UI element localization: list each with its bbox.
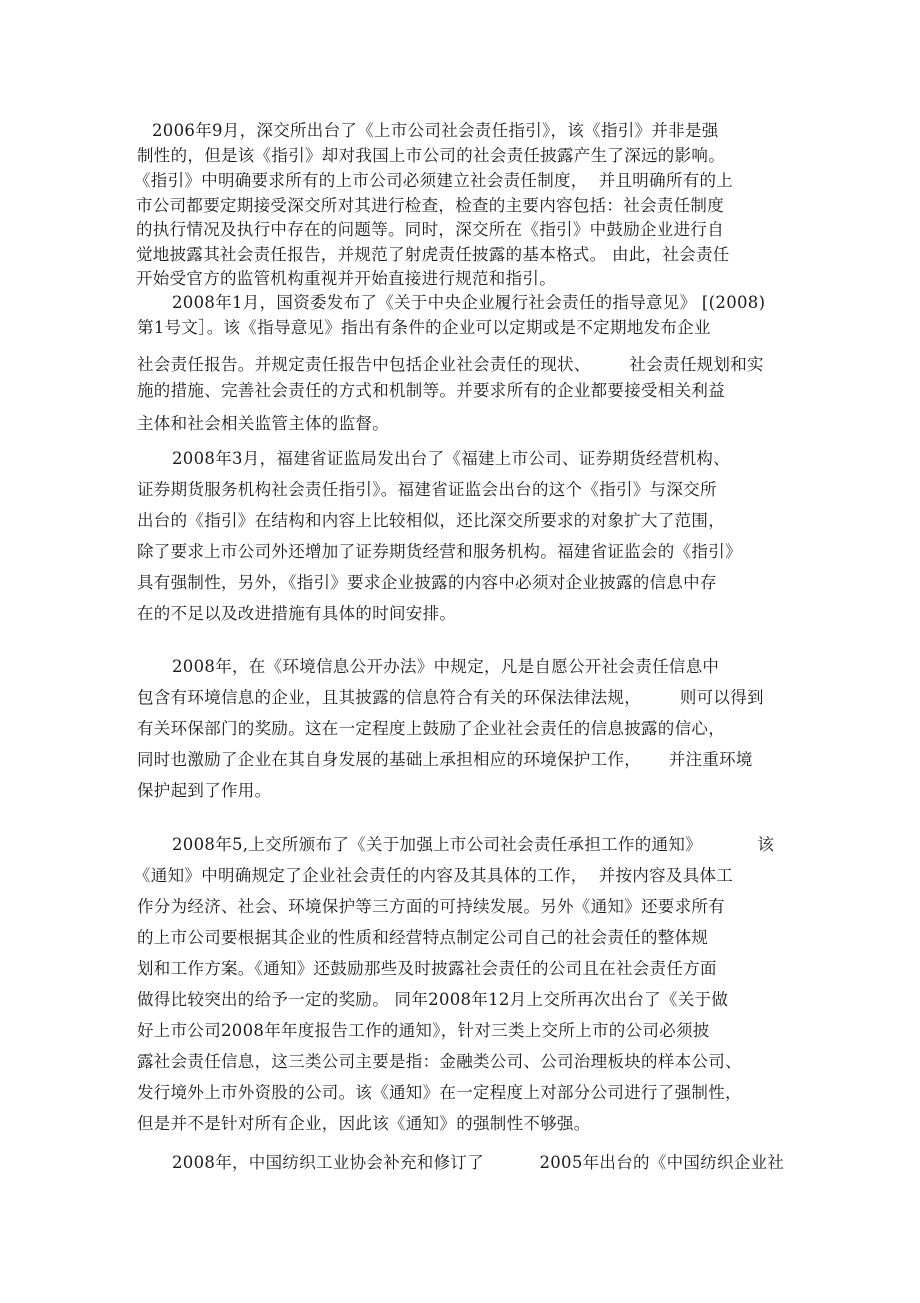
text-line: 《通知》中明确规定了企业社会责任的内容及其具体的工作， 并按内容及具体工	[134, 866, 734, 885]
text-line: 2008年3月，福建省证监局发出台了《福建上市公司、证券期货经营机构、	[172, 449, 730, 468]
text-line: 但是并不是针对所有企业，因此该《通知》的强制性不够强。	[137, 1114, 591, 1133]
text-line: 在的不足以及改进措施有具体的时间安排。	[137, 604, 457, 623]
text-line: 露社会责任信息，这三类公司主要是指：金融类公司、公司治理板块的样本公司、	[137, 1052, 742, 1071]
text-line: 2008年，中国纺织工业协会补充和修订了 2005年出台的《中国纺织企业社	[172, 1153, 785, 1172]
text-line: 主体和社会相关监管主体的监督。	[137, 414, 389, 433]
text-line: 觉地披露其社会责任报告，并规范了射虎责任披露的基本格式。 由此，社会责任	[136, 245, 730, 264]
text-line: 开始受官方的监管机构重视并开始直接进行规范和指引。	[136, 269, 556, 288]
text-line: 划和工作方案。《通知》还鼓励那些及时披露社会责任的公司且在社会责任方面	[137, 959, 717, 978]
text-line: 2006年9月，深交所出台了《上市公司社会责任指引》，该《指引》并非是强	[152, 121, 719, 140]
text-line: 2008年1月，国资委发布了《关于中央企业履行社会责任的指导意见》 [(2008)	[172, 293, 766, 312]
text-line: 施的措施、完善社会责任的方式和机制等。并要求所有的企业都要接受相关利益	[137, 381, 725, 400]
text-line: 好上市公司2008年年度报告工作的通知》，针对三类上交所上市的公司必须披	[137, 1021, 710, 1040]
text-line: 出台的《指引》在结构和内容上比较相似，还比深交所要求的对象扩大了范围，	[137, 511, 725, 530]
text-line: 社会责任报告。并规定责任报告中包括企业社会责任的现状、 社会责任规划和实	[137, 355, 764, 374]
text-line: 发行境外上市外资股的公司。该《通知》在一定程度上对部分公司进行了强制性，	[137, 1083, 742, 1102]
text-line: 2008年5,上交所颁布了《关于加强上市公司社会责任承担工作的通知》 该	[172, 835, 775, 854]
text-line: 第1号文］。该《指导意见》指出有条件的企业可以定期或是不定期地发布企业	[137, 318, 711, 337]
text-line: 做得比较突出的给予一定的奖励。 同年2008年12月上交所再次出台了《关于做	[137, 990, 729, 1009]
text-line: 具有强制性，另外，《指引》要求企业披露的内容中必须对企业披露的信息中存	[137, 573, 717, 592]
text-line: 制性的，但是该《指引》却对我国上市公司的社会责任披露产生了深远的影响。	[137, 146, 725, 165]
text-line: 的执行情况及执行中存在的问题等。同时，深交所在《指引》中鼓励企业进行自	[136, 220, 724, 239]
text-line: 《指引》中明确要求所有的上市公司必须建立社会责任制度， 并且明确所有的上	[134, 171, 734, 190]
text-line: 作分为经济、社会、环境保护等三方面的可持续发展。另外《通知》还要求所有	[137, 897, 725, 916]
text-line: 市公司都要定期接受深交所对其进行检查，检查的主要内容包括：社会责任制度	[136, 196, 724, 215]
text-line: 证券期货服务机构社会责任指引》。福建省证监会出台的这个《指引》与深交所	[137, 480, 717, 499]
text-line: 保护起到了作用。	[137, 781, 272, 800]
text-line: 同时也激励了企业在其自身发展的基础上承担相应的环境保护工作， 并注重环境	[137, 750, 753, 769]
text-line: 有关环保部门的奖励。这在一定程度上鼓励了企业社会责任的信息披露的信心，	[137, 719, 725, 738]
text-line: 包含有环境信息的企业，且其披露的信息符合有关的环保法律法规， 则可以得到	[137, 688, 764, 707]
text-line: 2008年，在《环境信息公开办法》中规定，凡是自愿公开社会责任信息中	[172, 657, 720, 676]
text-line: 的上市公司要根据其企业的性质和经营特点制定公司自己的社会责任的整体规	[137, 928, 709, 947]
text-line: 除了要求上市公司外还增加了证券期货经营和服务机构。福建省证监会的《指引》	[137, 542, 742, 561]
